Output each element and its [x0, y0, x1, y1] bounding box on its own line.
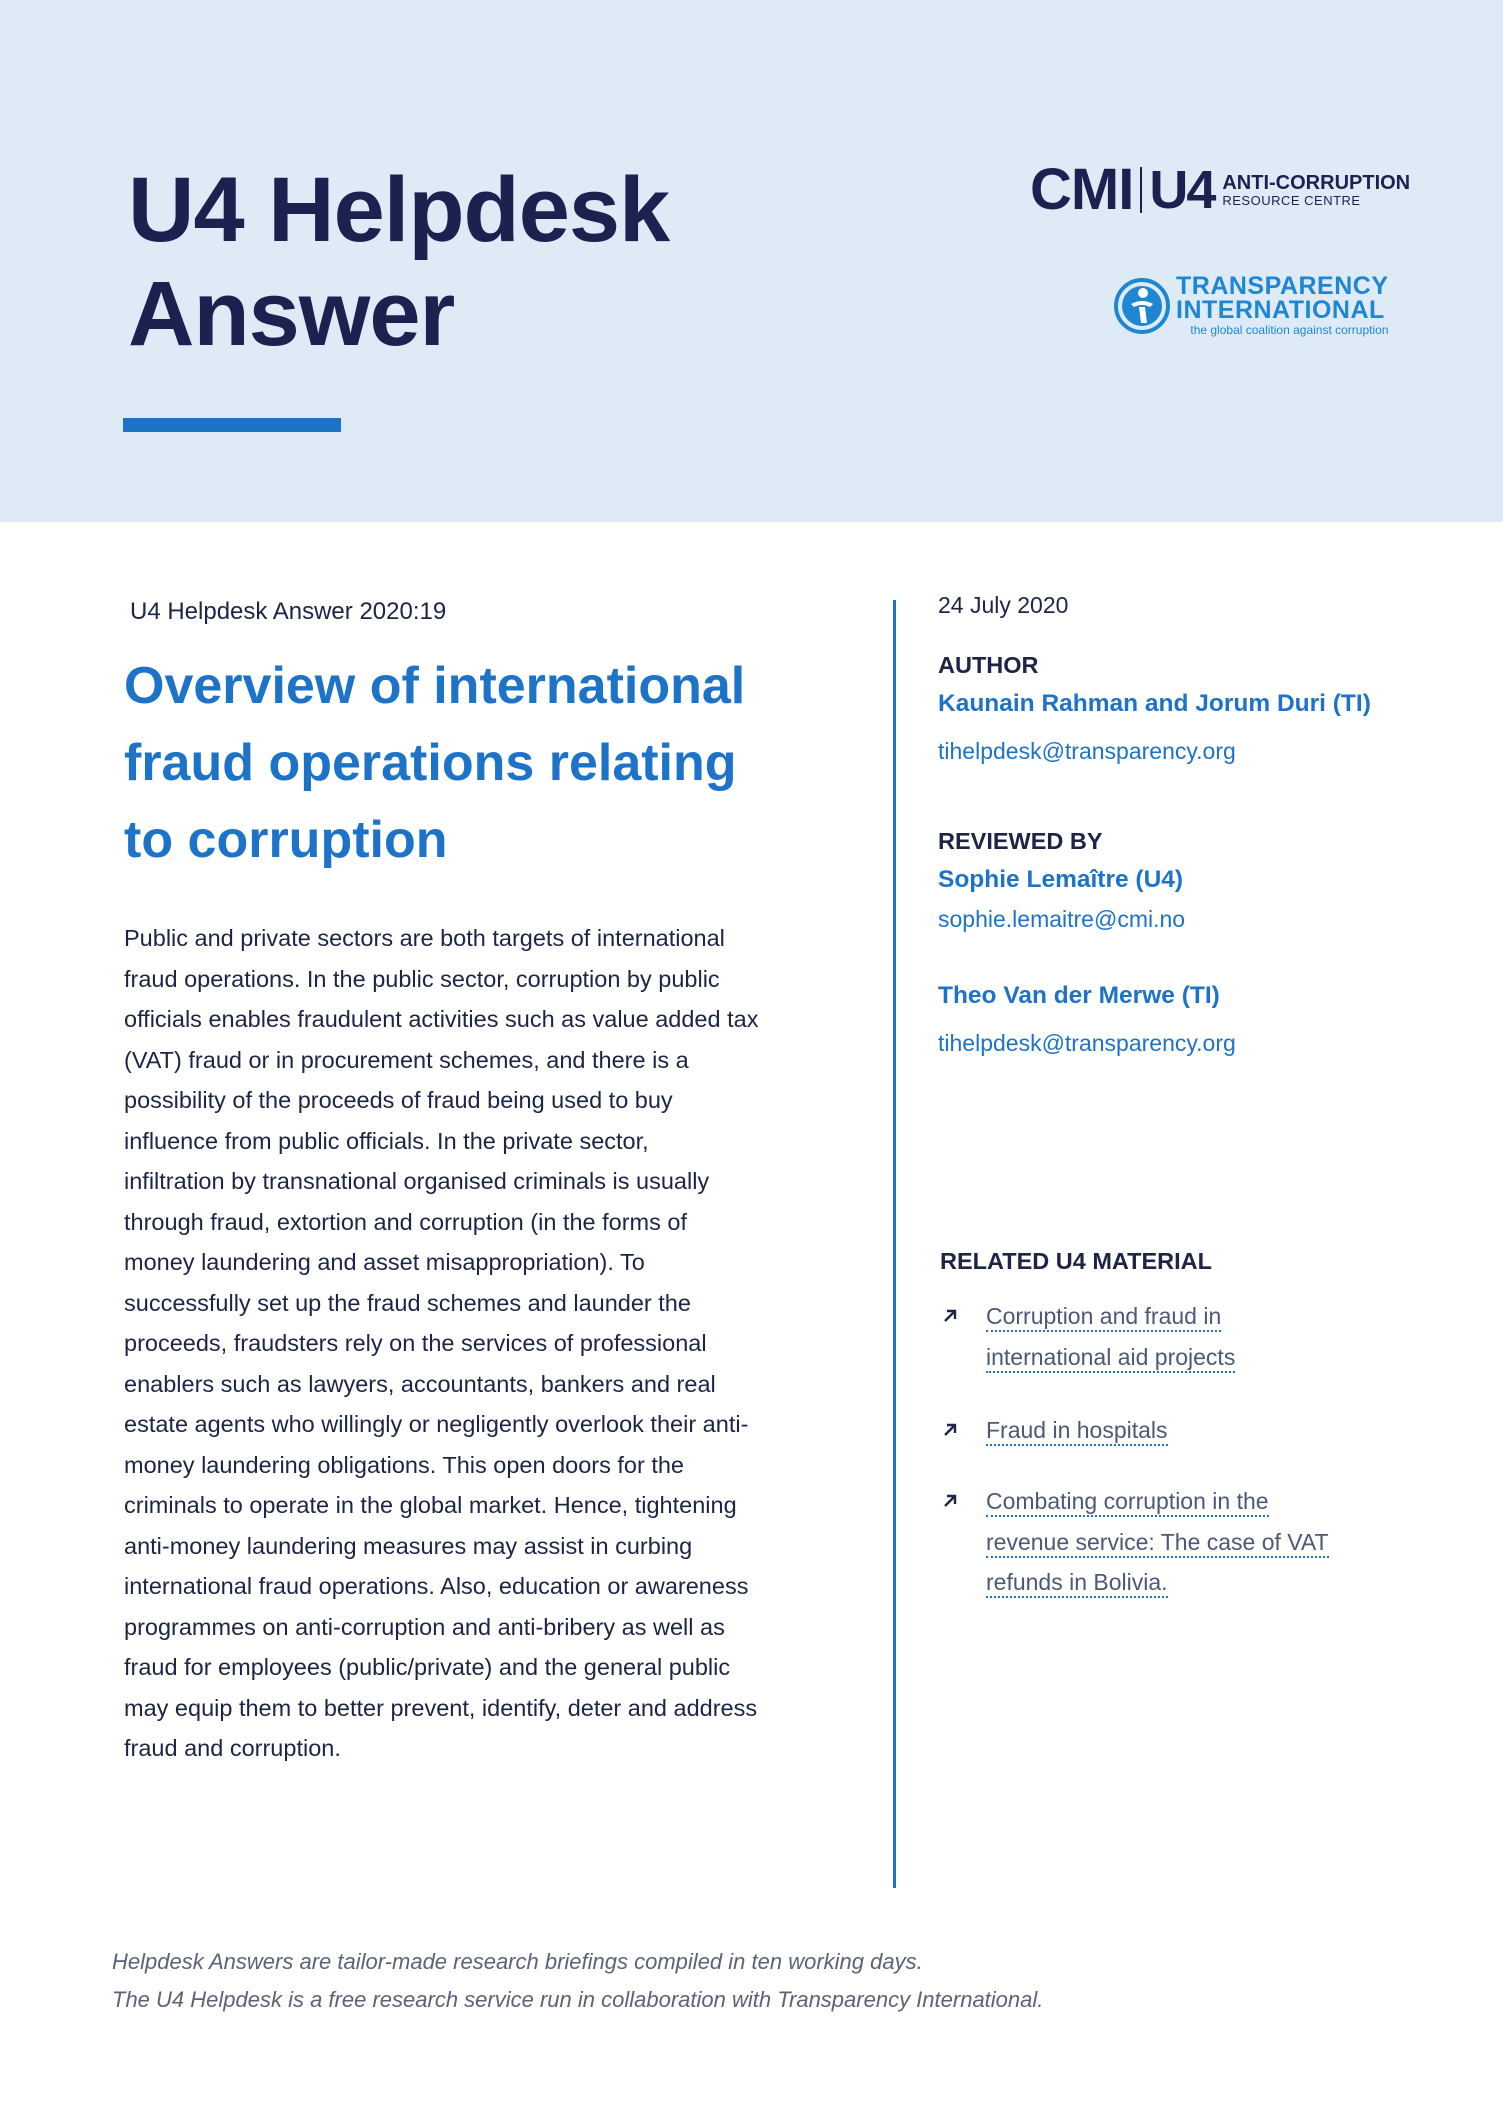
column-divider: [893, 600, 896, 1888]
title-underline-bar: [123, 418, 341, 432]
related-link-line[interactable]: international aid projects: [986, 1344, 1235, 1373]
related-link[interactable]: [986, 1481, 1329, 1603]
abstract-line: proceeds, fraudsters rely on the services of professional: [124, 1330, 707, 1356]
related-link-line[interactable]: revenue service: The case of VAT: [986, 1529, 1329, 1558]
document-title-line: Overview of international: [124, 657, 746, 715]
abstract-line: through fraud, extortion and corruption (in the forms of: [124, 1208, 688, 1235]
transparency-international-logo: [1114, 274, 1389, 338]
abstract-line: may equip them to better prevent, identify, deter and address: [124, 1694, 758, 1721]
abstract-line: enablers such as lawyers, accountants, bankers and real: [124, 1370, 716, 1397]
abstract-line: criminals to operate in the global market. Hence, tightening: [124, 1492, 737, 1518]
logo-divider: [1140, 167, 1142, 213]
arrow-up-right-icon: [940, 1491, 960, 1511]
u4-logo-caption-line: RESOURCE CENTRE: [1222, 193, 1361, 208]
abstract-line: international fraud operations. Also, education or awareness: [124, 1573, 749, 1599]
reviewer-name: Sophie Lemaître (U4): [938, 866, 1184, 893]
abstract-line: (VAT) fraud or in procurement schemes, and there is a: [124, 1046, 689, 1073]
related-link-line[interactable]: Combating corruption in the: [986, 1488, 1269, 1517]
abstract-paragraph: [124, 918, 824, 1769]
reviewer-name: Theo Van der Merwe (TI): [938, 982, 1220, 1009]
page-title: [128, 158, 669, 366]
ti-logo-line: INTERNATIONAL: [1176, 296, 1385, 324]
abstract-line: Public and private sectors are both targets of international: [124, 925, 725, 951]
reviewer-email-link[interactable]: tihelpdesk@transparency.org: [938, 1030, 1236, 1056]
author-label: AUTHOR: [938, 652, 1039, 678]
footer-note: [112, 1943, 1043, 2019]
abstract-line: money laundering obligations. This open doors for the: [124, 1451, 685, 1478]
related-link-line[interactable]: refunds in Bolivia.: [986, 1569, 1168, 1598]
reviewer-email-link[interactable]: sophie.lemaitre@cmi.no: [938, 906, 1186, 932]
related-link-line[interactable]: Fraud in hospitals: [986, 1417, 1168, 1446]
abstract-line: money laundering and asset misappropriation). To: [124, 1249, 645, 1275]
abstract-line: programmes on anti-corruption and anti-bribery as well as: [124, 1613, 725, 1640]
abstract-line: infiltration by transnational organised criminals is usually: [124, 1168, 710, 1194]
ti-emblem-icon: [1114, 278, 1170, 334]
abstract-line: influence from public officials. In the private sector,: [124, 1127, 649, 1154]
footer-line: Helpdesk Answers are tailor-made research briefings compiled in ten working days.: [112, 1949, 923, 1974]
related-link[interactable]: [986, 1296, 1235, 1377]
series-number: U4 Helpdesk Answer 2020:19: [130, 598, 447, 625]
cmi-logo-text: CMI: [1030, 157, 1134, 222]
page-title-line: Answer: [128, 263, 455, 365]
ti-logo-tagline: the global coalition against corruption: [1190, 323, 1389, 337]
page-title-line: U4 Helpdesk: [128, 159, 670, 261]
u4-logo-caption-line: ANTI-CORRUPTION: [1222, 172, 1411, 194]
related-material-heading: RELATED U4 MATERIAL: [940, 1248, 1212, 1274]
abstract-line: possibility of the proceeds of fraud being used to buy: [124, 1087, 673, 1113]
abstract-line: officials enables fraudulent activities such as value added tax: [124, 1006, 759, 1032]
abstract-line: successfully set up the fraud schemes and launder the: [124, 1289, 691, 1316]
author-name: Kaunain Rahman and Jorum Duri (TI): [938, 690, 1371, 717]
u4-logo-caption: [1222, 172, 1410, 208]
cmi-u4-logo: [1030, 157, 1411, 222]
u4-logo-mark: U4: [1149, 160, 1215, 220]
document-title-line: fraud operations relating: [124, 734, 737, 792]
abstract-line: fraud and corruption.: [124, 1735, 341, 1761]
abstract-line: fraud operations. In the public sector, corruption by public: [124, 965, 720, 992]
related-link-line[interactable]: Corruption and fraud in: [986, 1303, 1221, 1332]
document-title: [124, 648, 844, 879]
abstract-line: estate agents who willingly or negligently overlook their anti-: [124, 1411, 749, 1437]
publication-date: 24 July 2020: [938, 592, 1069, 618]
author-email-link[interactable]: tihelpdesk@transparency.org: [938, 738, 1236, 764]
footer-line: The U4 Helpdesk is a free research service run in collaboration with Transparency International.: [112, 1987, 1044, 2012]
arrow-up-right-icon: [940, 1306, 960, 1326]
related-link-item[interactable]: [940, 1296, 1235, 1377]
reviewed-by-label: REVIEWED BY: [938, 828, 1103, 854]
related-link-item[interactable]: [940, 1481, 1329, 1603]
abstract-line: anti-money laundering measures may assist in curbing: [124, 1532, 693, 1559]
abstract-line: fraud for employees (public/private) and the general public: [124, 1654, 731, 1680]
ti-logo-line: TRANSPARENCY: [1176, 272, 1389, 300]
related-link-item[interactable]: [940, 1410, 1168, 1451]
arrow-up-right-icon: [940, 1420, 960, 1440]
related-link[interactable]: [986, 1410, 1168, 1451]
document-title-line: to corruption: [124, 811, 448, 869]
